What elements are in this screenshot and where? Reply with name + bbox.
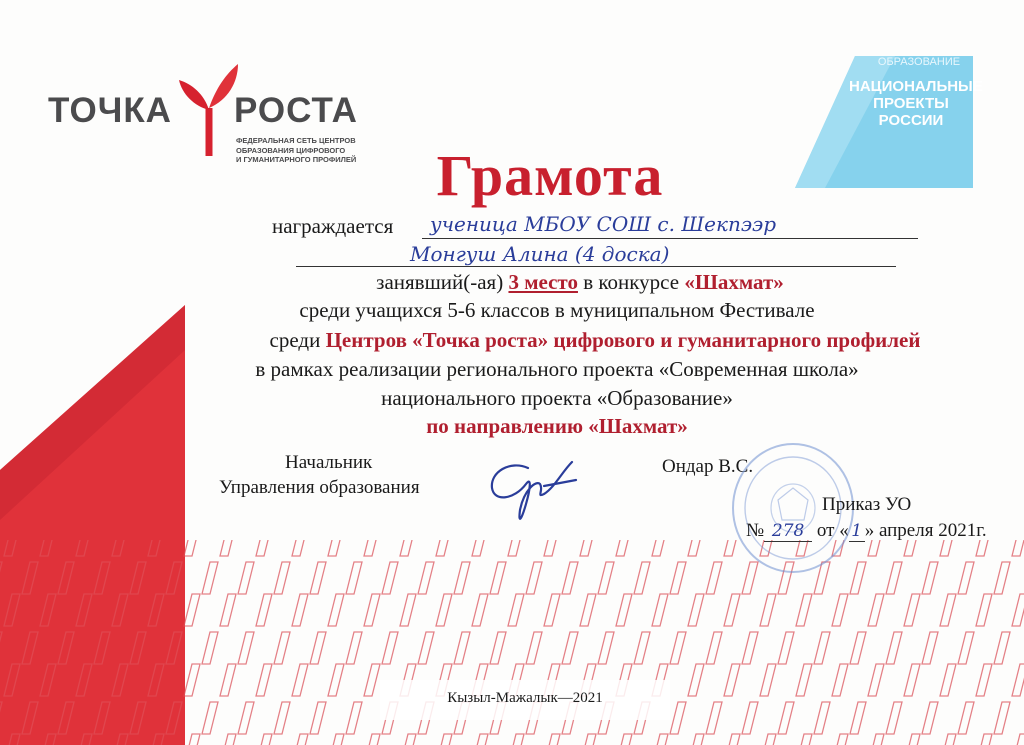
- regional-project-line: в рамках реализации регионального проекта «Современная школа»: [255, 357, 859, 381]
- place-line: [300, 270, 860, 295]
- national-projects-top-label: ОБРАЗОВАНИЕ: [877, 56, 961, 68]
- direction-line: по направлению «Шахмат»: [426, 414, 688, 438]
- contest-prefix: в конкурсе: [583, 270, 680, 294]
- signer-position-line1: Начальник: [285, 452, 373, 473]
- awarded-underline-2: [296, 266, 896, 267]
- national-projects-line: РОССИИ: [878, 112, 944, 129]
- national-projects-line: НАЦИОНАЛЬНЫЕ: [849, 78, 983, 95]
- signer-position: [215, 450, 465, 500]
- order-number-prefix: №: [746, 520, 765, 541]
- handwritten-recipient-line1: ученица МБОУ СОШ с. Шекпээр: [430, 212, 777, 236]
- national-project-line: национального проекта «Образование»: [381, 386, 733, 410]
- order-date-suffix: » апреля 2021г.: [864, 520, 987, 541]
- national-projects-logo: [795, 42, 983, 190]
- national-projects-line: ПРОЕКТЫ: [873, 95, 949, 112]
- logo-left-word: ТОЧКА: [48, 91, 172, 130]
- students-line: среди учащихся 5-6 классов в муниципальном Фестивале: [299, 298, 815, 322]
- order-from-label: от «: [816, 520, 849, 541]
- signer-position-line2: Управления образования: [219, 477, 420, 498]
- order-title: Приказ УО: [822, 494, 912, 515]
- tochka-rosta-logo: [48, 58, 368, 168]
- order-day: 1: [849, 521, 865, 542]
- centers-name: Центров «Точка роста» цифрового и гуманитарного профилей: [325, 328, 921, 352]
- centers-line: [190, 328, 1000, 353]
- centers-prefix: среди: [269, 328, 321, 352]
- certificate-title: Грамота: [436, 143, 664, 208]
- order-line: [746, 520, 987, 542]
- logo-subtitle-line: ОБРАЗОВАНИЯ ЦИФРОВОГО: [236, 145, 346, 155]
- logo-subtitle-line: И ГУМАНИТАРНОГО ПРОФИЛЕЙ: [236, 155, 357, 164]
- contest-name: «Шахмат»: [684, 270, 784, 294]
- awarded-label: награждается: [272, 214, 394, 238]
- national-projects-text: [849, 78, 983, 129]
- handwritten-signature: [480, 450, 590, 530]
- awarded-underline-1: [422, 238, 918, 239]
- signer-name: Ондар В.С.: [662, 456, 754, 477]
- awarded-line: [272, 214, 393, 239]
- logo-right-word: РОСТА: [234, 91, 358, 130]
- logo-subtitle: [236, 136, 376, 165]
- footer-place-year: Кызыл-Мажалык—2021: [447, 690, 603, 706]
- sprout-icon: [176, 58, 242, 158]
- took-prefix: занявший(-ая): [376, 270, 504, 294]
- logo-subtitle-line: ФЕДЕРАЛЬНАЯ СЕТЬ ЦЕНТРОВ: [236, 136, 356, 145]
- handwritten-recipient-line2: Монгуш Алина (4 доска): [410, 242, 670, 266]
- order-number: 278: [764, 521, 812, 542]
- place-value: 3 место: [508, 270, 578, 294]
